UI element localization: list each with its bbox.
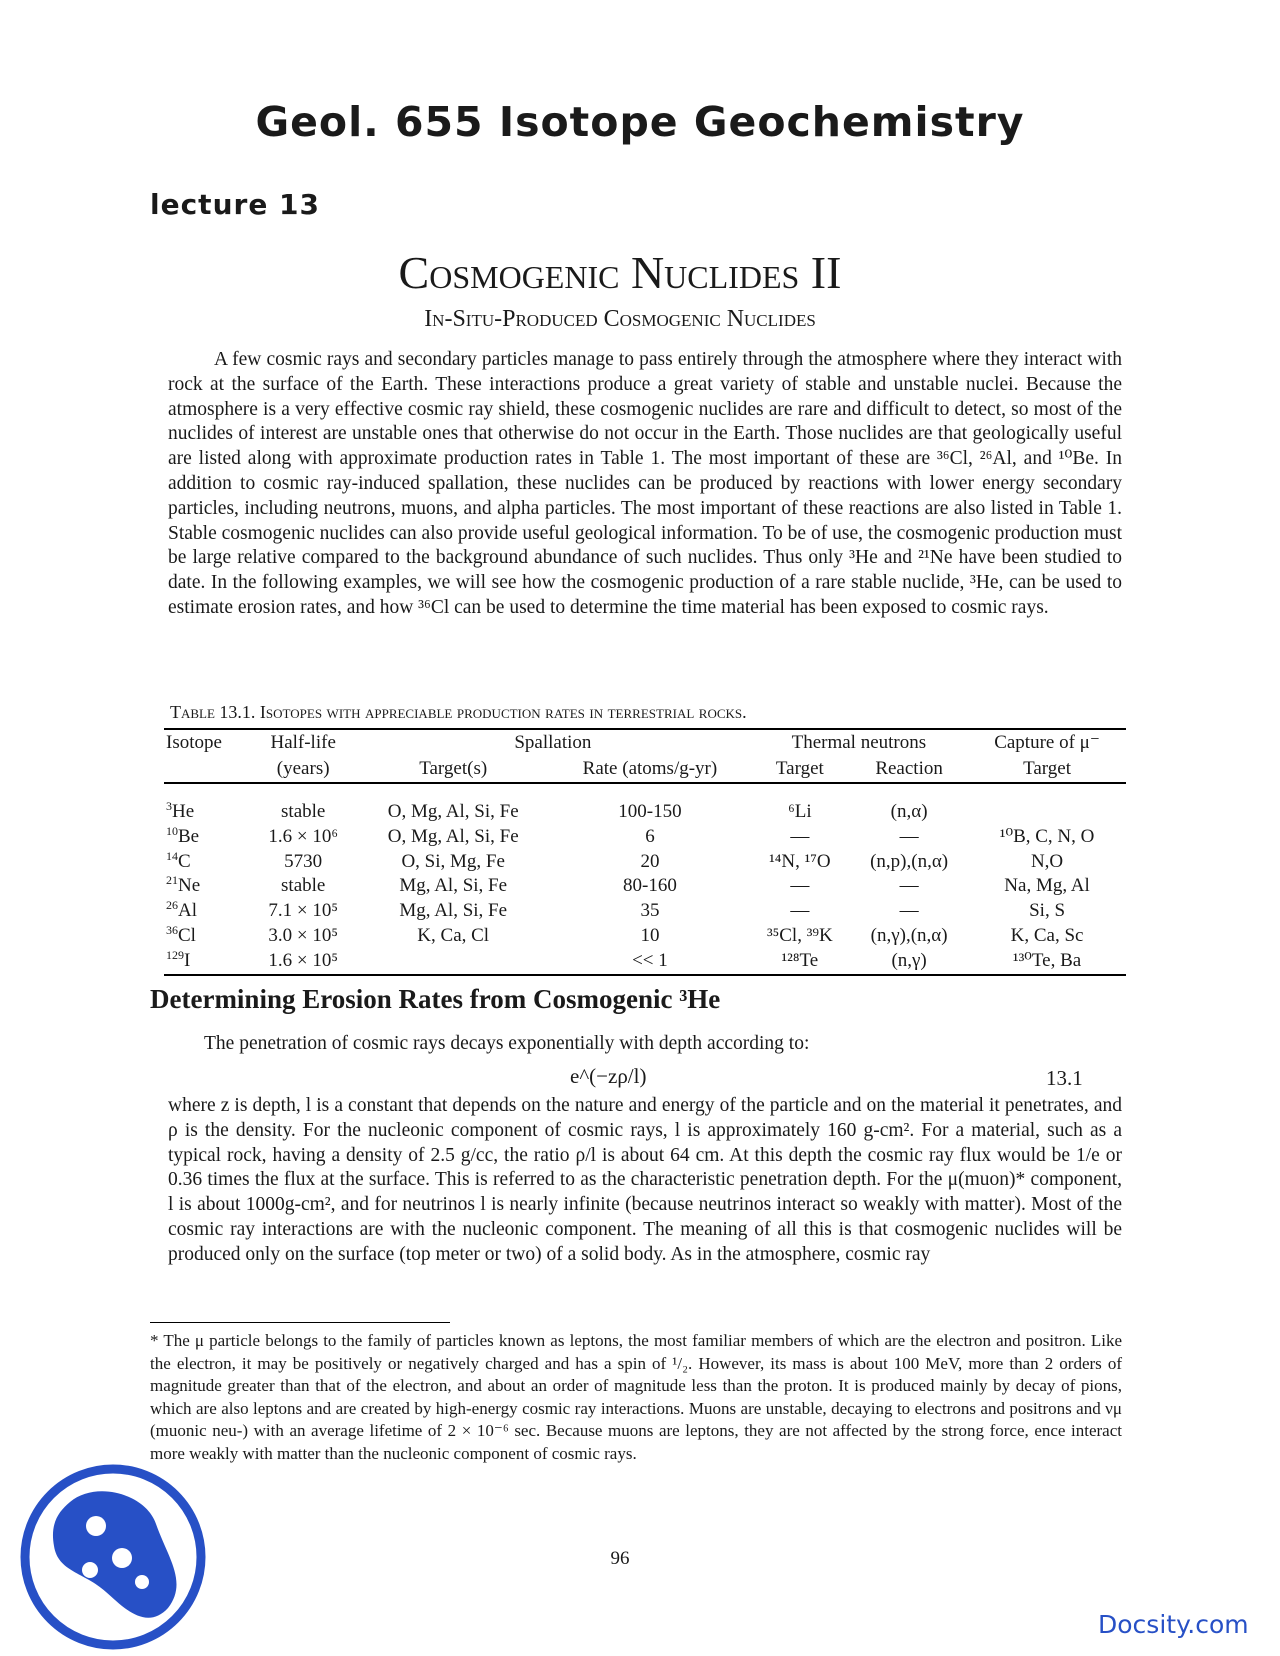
mass-number: 10 [166, 823, 178, 838]
mass-number: 21 [166, 873, 178, 888]
cell-capture: ¹³⁰Te, Ba [968, 949, 1126, 975]
isotope-cell [164, 800, 250, 825]
chapter-title: Cosmogenic Nuclides II [398, 247, 842, 298]
cell-rate: 80-160 [623, 875, 677, 897]
subcol-rate: Rate (atoms/g-yr) [550, 756, 749, 783]
cell-half-life: 7.1 × 10⁵ [268, 900, 338, 922]
cell-thermal-target: ³⁵Cl, ³⁹K [766, 924, 833, 946]
cell-capture: Na, Mg, Al [1004, 875, 1090, 897]
cell-rate: 10 [640, 924, 660, 946]
cell-capture: N,O [1030, 850, 1064, 872]
cell-reaction: (n,γ) [850, 949, 968, 975]
col-half-life: Half-life [250, 729, 356, 756]
cell-spall-targets: O, Mg, Al, Si, Fe [387, 801, 519, 822]
cell-thermal-target: ¹⁴N, ¹⁷O [769, 850, 831, 872]
table-row [164, 825, 1126, 850]
cell-thermal-target: — [790, 900, 810, 922]
cell-half-life: 1.6 × 10⁵ [250, 949, 356, 975]
cell-reaction: — [899, 875, 919, 897]
cell-capture: Si, S [1029, 900, 1066, 922]
intro-paragraph: A few cosmic rays and secondary particles manage to pass entirely through the atmosphere where they interact with rock at the surface of the Earth. These interactions produce a great variety of stable and unstable nuclei. Because the atmosphere is a very effective cosmic ray shield, these cosmogenic nuclides are rare and difficult to detect, so most of the nuclides of interest are unstable ones that otherwise do not occur in the Earth. Those nuclides are that geologically useful are listed along with approximate production rates in Table 1. The most important of these are ³⁶Cl, ²⁶Al, and ¹⁰Be. In addition to cosmic ray-induced spallation, these nuclides can be produced by reactions with lower energy secondary particles, including neutrons, muons, and alpha particles. The most important of these reactions are also listed in Table 1. Stable cosmogenic nuclides can also provide useful geological information. To be of use, the cosmogenic production must be large relative compared to the background abundance of such nuclides. Thus only ³He and ²¹Ne have been studied to date. In the following examples, we will see how the cosmogenic production of a rare stable nuclide, ³He, can be used to estimate erosion rates, and how ³⁶Cl can be used to determine the time material has been exposed to cosmic rays. [168, 349, 1122, 618]
cell-rate: 100-150 [618, 801, 682, 822]
mass-number: 3 [166, 799, 172, 813]
element-symbol: He [172, 801, 195, 822]
cell-thermal-target: ¹²⁸Te [750, 949, 850, 975]
cell-reaction: (n,γ),(n,α) [870, 924, 948, 946]
cell-thermal-target: — [790, 825, 810, 847]
mass-number: 36 [166, 922, 178, 937]
footnote: * The μ particle belongs to the family of particles known as leptons, the most familiar members of which are the electron and positron. Like the electron, it may be positively or negatively charged and has a spin of ¹/₂. However, its mass is about 100 MeV, more than 2 orders of magnitude greater than that of the electron, and about an order of magnitude less than the proton. It is produced mainly by decay of pions, which are also leptons and are created by high-energy cosmic ray interactions. Muons are unstable, decaying to electrons and positrons and νμ (muonic neu-) with an average lifetime of 2 × 10⁻⁶ sec. Because muons are leptons, they are not affected by the strong force, ence interact more weakly with matter than the nucleonic component of cosmic rays. [150, 1331, 1122, 1463]
cell-spall-targets: Mg, Al, Si, Fe [399, 900, 508, 922]
mass-number: 129 [166, 947, 184, 962]
cell-rate: 6 [645, 825, 655, 847]
subcol-years: (years) [250, 756, 356, 783]
cell-reaction: (n,α) [890, 801, 928, 822]
brand-text[interactable]: Docsity.com [1098, 1610, 1249, 1639]
isotope-cell [164, 874, 250, 899]
equation-number: 13.1 [1046, 1066, 1083, 1090]
isotope-cell [164, 949, 250, 975]
cell-spall-targets: O, Mg, Al, Si, Fe [387, 825, 519, 847]
section-body: where z is depth, l is a constant that depends on the nature and energy of the particle and on the material it penetrates, and ρ is the density. For the nucleonic component of cosmic rays, l is approximately 160 g-cm². For a material, such as a typical rock, having a density of 2.5 g/cc, the ratio ρ/l is about 64 cm. At this depth the cosmic ray flux would be 1/e or 0.36 times the flux at the surface. This is referred to as the characteristic penetration depth. For the μ(muon)* component, l is about 1000g-cm², and for neutrinos l is nearly infinite (because neutrinos interact so weakly with matter). Most of the cosmic ray interactions are with the nucleonic component. The meaning of all this is that cosmogenic nuclides will be produced only on the surface (top meter or two) of a solid body. As in the atmosphere, cosmic ray [168, 1095, 1122, 1265]
cell-half-life: stable [281, 801, 326, 822]
cell-half-life: stable [281, 875, 326, 897]
cell-rate: 35 [640, 900, 660, 922]
cell-capture [968, 800, 1126, 825]
course-title: Geol. 655 Isotope Geochemistry [255, 98, 1025, 146]
page-number: 96 [610, 1548, 630, 1569]
col-spallation: Spallation [356, 729, 750, 756]
cell-thermal-target: — [790, 875, 810, 897]
cell-reaction: (n,p),(n,α) [870, 850, 949, 872]
section-intro: The penetration of cosmic rays decays exponentially with depth according to: [204, 1033, 810, 1054]
isotope-cell [164, 924, 250, 949]
element-symbol: C [178, 850, 191, 872]
footnote-rule [150, 1322, 450, 1323]
docsity-logo-icon [18, 1462, 208, 1652]
mass-number: 14 [166, 848, 178, 863]
element-symbol: I [184, 949, 191, 971]
col-thermal-neutrons: Thermal neutrons [750, 729, 968, 756]
cell-rate: 20 [640, 850, 660, 872]
col-isotope: Isotope [164, 729, 250, 756]
isotope-cell [164, 825, 250, 850]
table-row [164, 899, 1126, 924]
cell-spall-targets: K, Ca, Cl [417, 924, 490, 946]
cell-capture: K, Ca, Sc [1010, 924, 1084, 946]
col-muon-capture: Capture of μ⁻ [968, 729, 1126, 756]
element-symbol: Cl [178, 924, 196, 946]
table-caption: Table 13.1. Isotopes with appreciable production rates in terrestrial rocks. [170, 702, 747, 722]
table-row [164, 850, 1126, 875]
cell-spall-targets [356, 949, 550, 975]
isotope-table [164, 728, 1126, 976]
table-row [164, 949, 1126, 975]
element-symbol: Al [178, 900, 197, 922]
cell-half-life: 3.0 × 10⁵ [268, 924, 338, 946]
table-row [164, 924, 1126, 949]
cell-reaction: — [899, 825, 919, 847]
cell-reaction: — [899, 900, 919, 922]
chapter-subtitle: In-Situ-Produced Cosmogenic Nuclides [424, 306, 816, 332]
table-row [164, 800, 1126, 825]
cell-capture: ¹⁰B, C, N, O [999, 825, 1095, 847]
subcol-targets: Target(s) [356, 756, 550, 783]
element-symbol: Ne [178, 875, 201, 897]
isotope-cell [164, 899, 250, 924]
element-symbol: Be [178, 825, 200, 847]
mass-number: 26 [166, 898, 178, 913]
cell-spall-targets: Mg, Al, Si, Fe [399, 875, 508, 897]
subcol-thermal-target: Target [750, 756, 850, 783]
lecture-label: lecture 13 [150, 188, 321, 221]
equation: e^(−zρ/l) [570, 1064, 647, 1088]
subcol-capture-target: Target [968, 756, 1126, 783]
section-heading: Determining Erosion Rates from Cosmogenic ³He [150, 984, 721, 1014]
cell-spall-targets: O, Si, Mg, Fe [401, 850, 505, 872]
cell-thermal-target: ⁶Li [788, 801, 812, 822]
cell-rate: << 1 [550, 949, 749, 975]
subcol-reaction: Reaction [850, 756, 968, 783]
table-row [164, 874, 1126, 899]
cell-half-life: 5730 [284, 850, 323, 872]
cell-half-life: 1.6 × 10⁶ [268, 825, 338, 847]
isotope-cell [164, 850, 250, 875]
